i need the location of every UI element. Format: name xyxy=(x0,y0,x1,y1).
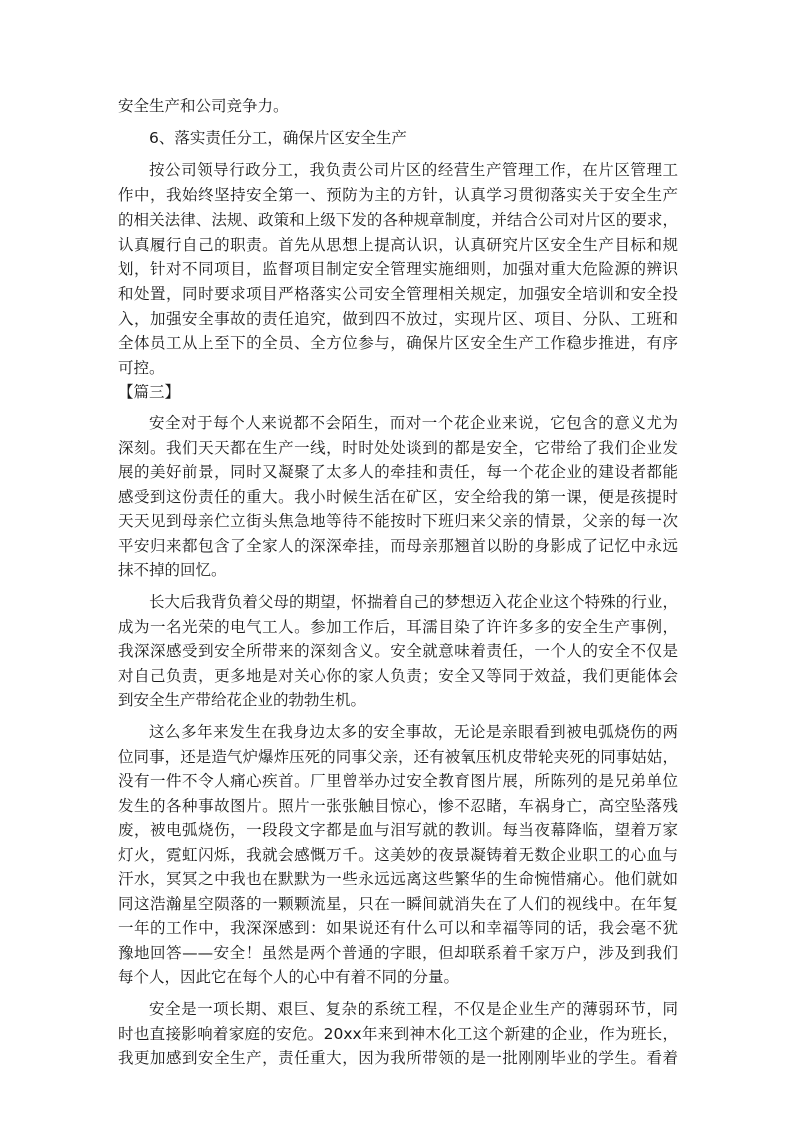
paragraph-line: 灯火，霓虹闪烁，我就会感慨万千。这美妙的夜景凝铸着无数企业职工的心血与 xyxy=(118,846,678,864)
paragraph-line: 的相关法律、法规、政策和上级下发的各种规章制度，并结合公司对片区的要求， xyxy=(118,211,678,229)
paragraph-line: 深刻。我们天天都在生产一线，时时处处谈到的都是安全，它带给了我们企业发 xyxy=(118,439,678,457)
section-heading-6: 6、落实责任分工，确保片区安全生产 xyxy=(149,129,407,147)
paragraph-line: 成为一名光荣的电气工人。参加工作后，耳濡目染了许许多多的安全生产事例， xyxy=(118,618,678,636)
paragraph-line: 作中，我始终坚持安全第一、预防为主的方针，认真学习贯彻落实关于安全生产 xyxy=(118,186,678,204)
paragraph-line: 到安全生产带给花企业的勃勃生机。 xyxy=(118,691,367,709)
paragraph-line: 安全是一项长期、艰巨、复杂的系统工程，不仅是企业生产的薄弱环节，同 xyxy=(149,1000,678,1018)
paragraph-line: 我深深感受到安全所带来的深刻含义。安全就意味着责任，一个人的安全不仅是 xyxy=(118,642,678,660)
paragraph-line: 平安归来都包含了全家人的深深牵挂，而母亲那翘首以盼的身影成了记忆中永远 xyxy=(118,537,678,555)
paragraph-line: 认真履行自己的职责。首先从思想上提高认识，认真研究片区安全生产目标和规 xyxy=(118,236,678,254)
paragraph-line: 我更加感到安全生产，责任重大，因为我所带领的是一批刚刚毕业的学生。看着 xyxy=(118,1049,678,1067)
paragraph-line: 位同事，还是造气炉爆炸压死的同事父亲，还有被氧压机皮带轮夹死的同事姑姑， xyxy=(118,748,678,766)
paragraph-line: 天天见到母亲伫立街头焦急地等待不能按时下班归来父亲的情景，父亲的每一次 xyxy=(118,512,678,530)
paragraph-line: 展的美好前景，同时又凝聚了太多人的牵挂和责任，每一个花企业的建设者都能 xyxy=(118,463,678,481)
paragraph-line: 可控。 xyxy=(118,359,165,377)
paragraph-line: 同这浩瀚星空陨落的一颗颗流星，只在一瞬间就消失在了人们的视线中。在年复 xyxy=(118,895,678,913)
paragraph-line: 安全对于每个人来说都不会陌生，而对一个花企业来说，它包含的意义尤为 xyxy=(149,414,678,432)
paragraph-line: 入，加强安全事故的责任追究，做到四不放过，实现片区、项目、分队、工班和 xyxy=(118,310,678,328)
paragraph-line: 全体员工从上至下的全员、全方位参与，确保片区安全生产工作稳步推进，有序 xyxy=(118,334,678,352)
paragraph-line: 时也直接影响着家庭的安危。20xx年来到神木化工这个新建的企业，作为班长， xyxy=(118,1025,678,1043)
section-title: 【篇三】 xyxy=(118,383,181,401)
paragraph-line: 对自己负责，更多地是对关心你的家人负责；安全又等同于效益，我们更能体会 xyxy=(118,667,678,685)
paragraph-line: 长大后我背负着父母的期望，怀揣着自己的梦想迈入花企业这个特殊的行业， xyxy=(149,593,678,611)
paragraph-line: 发生的各种事故图片。照片一张张触目惊心，惨不忍睹，车祸身亡，高空坠落残 xyxy=(118,797,678,815)
paragraph-line: 按公司领导行政分工，我负责公司片区的经营生产管理工作，在片区管理工 xyxy=(149,161,678,179)
paragraph-line: 一年的工作中，我深深感到：如果说还有什么可以和幸福等同的话，我会毫不犹 xyxy=(118,919,678,937)
paragraph-line: 和处置，同时要求项目严格落实公司安全管理相关规定，加强安全培训和安全投 xyxy=(118,285,678,303)
paragraph-line: 豫地回答——安全！虽然是两个普通的字眼，但却联系着千家万户，涉及到我们 xyxy=(118,944,678,962)
paragraph-line: 每个人，因此它在每个人的心中有着不同的分量。 xyxy=(118,968,460,986)
paragraph-line: 没有一件不令人痛心疾首。厂里曾举办过安全教育图片展，所陈列的是兄弟单位 xyxy=(118,772,678,790)
paragraph-line: 划，针对不同项目，监督项目制定安全管理实施细则，加强对重大危险源的辨识 xyxy=(118,260,678,278)
paragraph-line: 抹不掉的回忆。 xyxy=(118,561,227,579)
paragraph-line: 汗水，冥冥之中我也在默默为一些永远远离这些繁华的生命惋惜痛心。他们就如 xyxy=(118,870,678,888)
paragraph-line: 安全生产和公司竞争力。 xyxy=(118,97,289,115)
paragraph-line: 废，被电弧烧伤，一段段文字都是血与泪写就的教训。每当夜幕降临，望着万家 xyxy=(118,821,678,839)
paragraph-line: 这么多年来发生在我身边太多的安全事故，无论是亲眼看到被电弧烧伤的两 xyxy=(149,723,678,741)
paragraph-line: 感受到这份责任的重大。我小时候生活在矿区，安全给我的第一课，便是孩提时 xyxy=(118,488,678,506)
